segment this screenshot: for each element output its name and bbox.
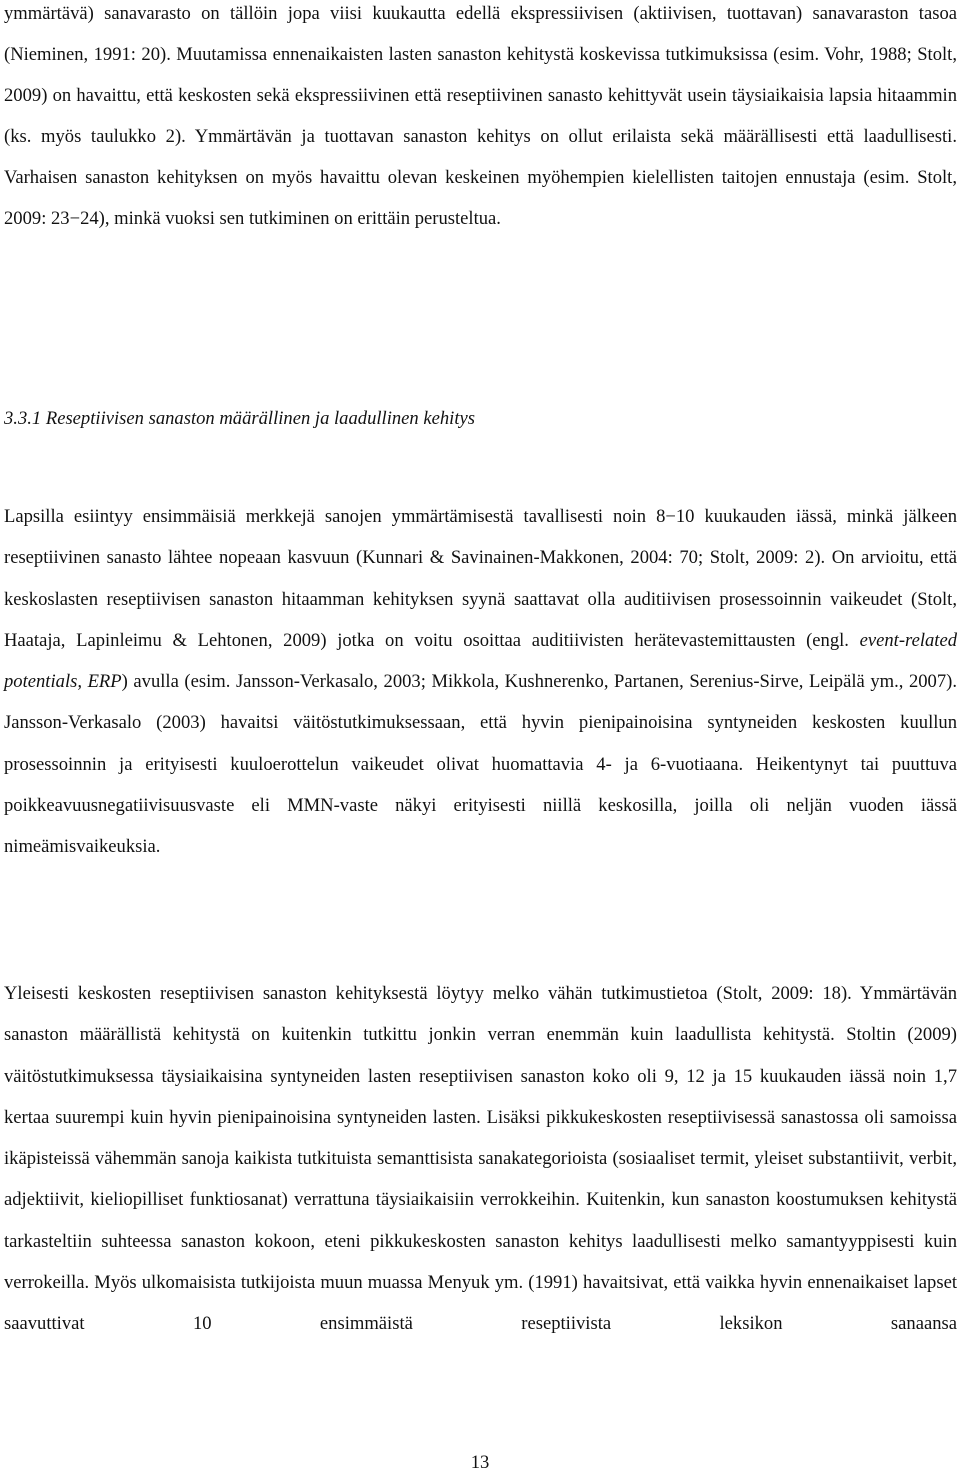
paragraph-text: ) avulla (esim. Jansson-Verkasalo, 2003; Mikkola, Kushnerenko, Partanen, Serenius-Sirve, Leipälä ym., 2007). Jansson-Verkasalo (2003) havaitsi väitöstutkimuksessaan, että hyvin pienipainoisina syntyneiden keskosten kuullun prosessoinnin ja erityisesti kuuloerottelun vaikeudet olivat huomattavia 4- ja 6-vuotiaana. Heikentynyt tai puuttuva poikkeavuusnegatiivisuusvaste eli MMN-vaste näkyi erityisesti niillä keskosilla, joilla oli neljän vuoden iässä nimeämisvaikeuksia. [4, 671, 957, 857]
paragraph-research-summary: Yleisesti keskosten reseptiivisen sanaston kehityksestä löytyy melko vähän tutkimustietoa (Stolt, 2009: 18). Ymmärtävän sanaston määrällistä kehitystä on kuitenkin tutkittu jonkin verran enemmän kuin laadullista kehitystä. Stoltin (2009) väitöstutkimuksessa täysiaikaisina syntyneiden lasten reseptiivisen sanaston koko oli 9, 12 ja 15 kuukauden iässä noin 1,7 kertaa suurempi kuin hyvin pienipainoisina syntyneiden lasten. Lisäksi pikkukeskosten reseptiivisessä sanastossa oli samoissa ikäpisteissä vähemmän sanoja kaikista tutkituista semanttisista sanakategorioista (sosiaaliset termit, yleiset substantiivit, verbit, adjektiivit, kieliopilliset funktiosanat) verrattuna täysiaikaisiin verrokkeihin. Kuitenkin, kun sanaston koostumuksen kehitystä tarkasteltiin suhteessa sanaston kokoon, eteni pikkukeskosten sanaston kehitys laadullisesti melko samantyyppisesti kuin verrokeilla. Myös ulkomaisista tutkijoista muun muassa Menyuk ym. (1991) havaitsivat, että vaikka hyvin ennenaikaiset lapset saavuttivat 10 ensimmäistä reseptiivista leksikon sanaansa [4, 983, 957, 1335]
section-heading: 3.3.1 Reseptiivisen sanaston määrällinen ja laadullinen kehitys [4, 408, 475, 429]
paragraph-intro: ymmärtävä) sanavarasto on tällöin jopa viisi kuukautta edellä ekspressiivisen (aktiivisen, tuottavan) sanavaraston tasoa (Nieminen, 1991: 20). Muutamissa ennenaikaisten lasten sanaston kehitystä koskevissa tutkimuksissa (esim. Vohr, 1988; Stolt, 2009) on havaittu, että keskosten sekä ekspressiivinen että reseptiivinen sanasto kehittyvät usein täysiaikaisia lapsia hitaammin (ks. myös taulukko 2). Ymmärtävän ja tuottavan sanaston kehitys on ollut erilaista sekä määrällisesti että laadullisesti. Varhaisen sanaston kehityksen on myös havaittu olevan keskeinen myöhempien kielellisten taitojen ennustaja (esim. Stolt, 2009: 23−24), minkä vuoksi sen tutkiminen on erittäin perusteltua. [4, 3, 957, 230]
paragraph-text: Lapsilla esiintyy ensimmäisiä merkkejä sanojen ymmärtämisestä tavallisesti noin 8−10 kuukauden iässä, minkä jälkeen reseptiivinen sanasto lähtee nopeaan kasvuun (Kunnari & Savinainen-Makkonen, 2004: 70; Stolt, 2009: 2). On arvioitu, että keskoslasten reseptiivisen sanaston hitaamman kehityksen syynä saattavat olla auditiivisen prosessoinnin vaikeudet (Stolt, Haataja, Lapinleimu & Lehtonen, 2009) jotka on voitu osoittaa auditiivisten herätevastemittausten (engl. [4, 506, 957, 651]
paragraph-italic-term: event-related potentials, ERP [4, 629, 957, 692]
page-number: 13 [470, 1452, 490, 1473]
paragraph-receptive-development [4, 496, 957, 867]
